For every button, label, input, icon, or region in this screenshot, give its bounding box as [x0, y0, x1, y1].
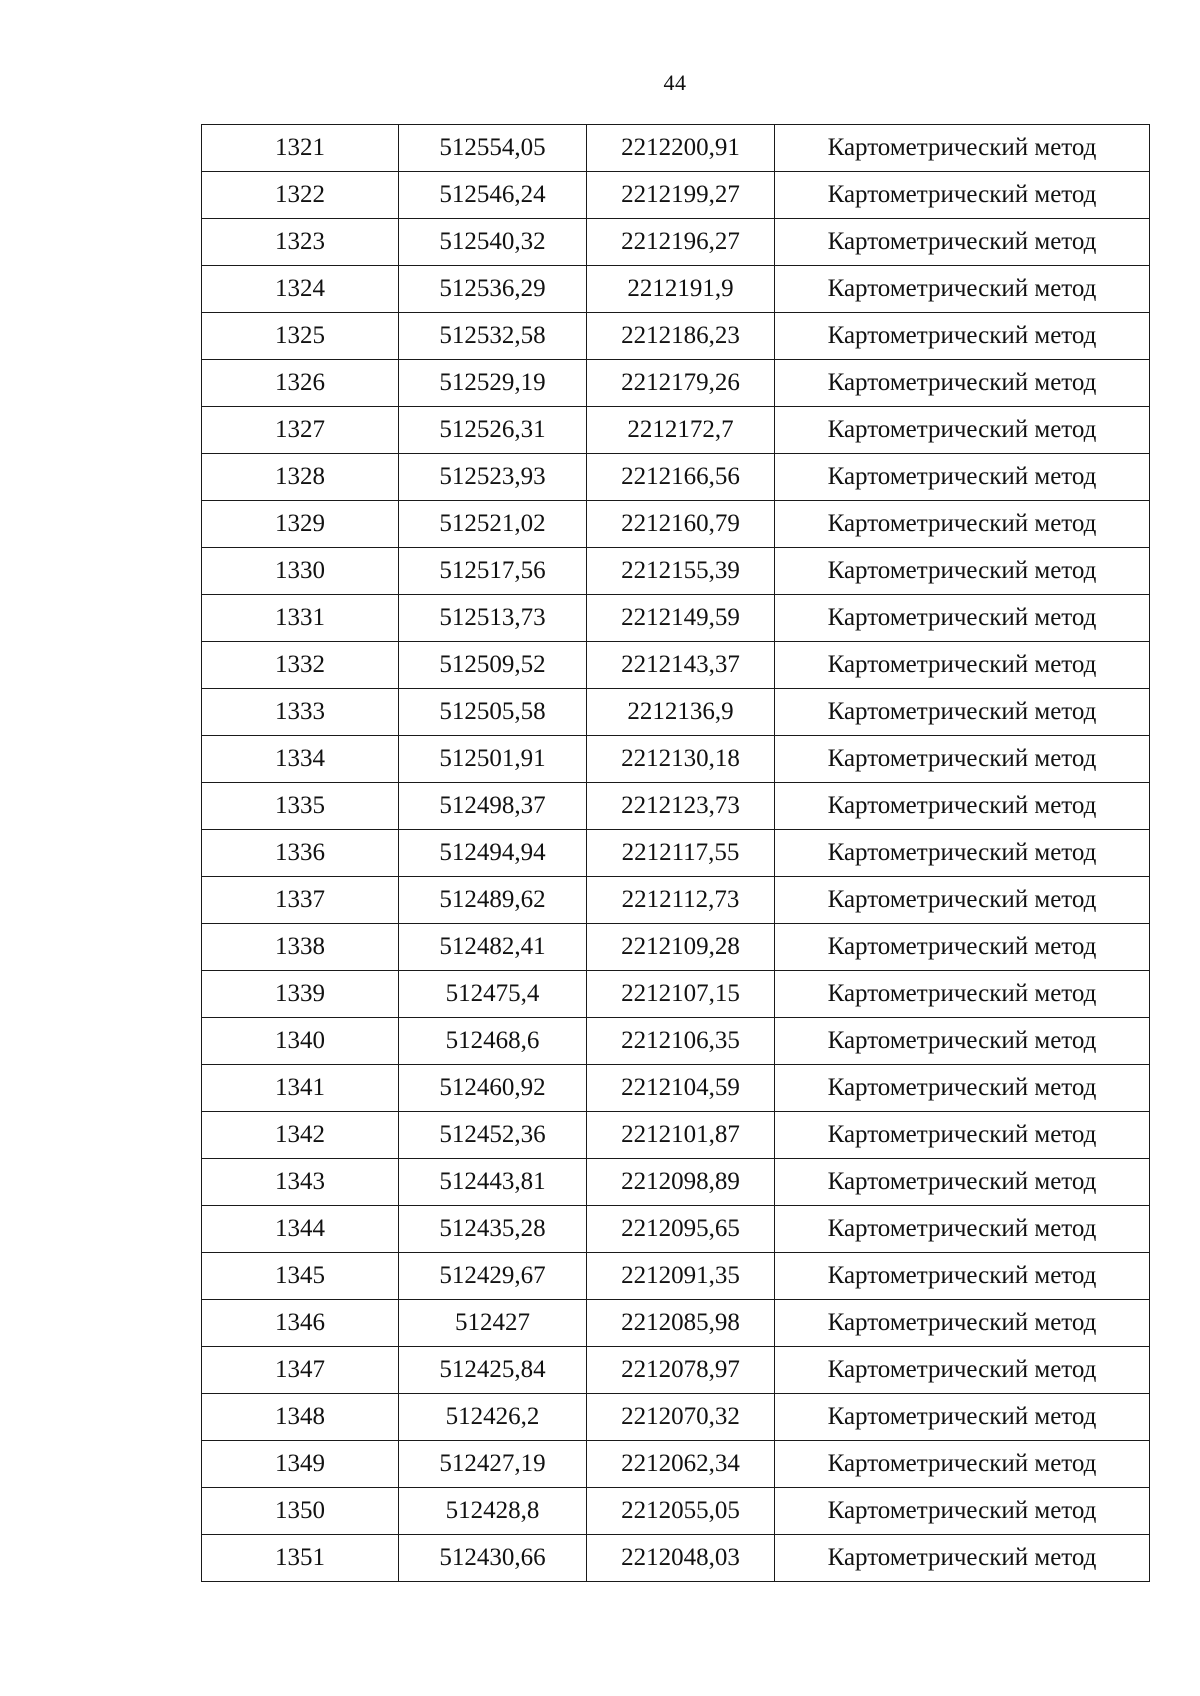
point-number-cell: 1348 [202, 1394, 399, 1441]
table-row [202, 1394, 1150, 1441]
table-row [202, 1065, 1150, 1112]
method-cell: Картометрический метод [775, 407, 1150, 454]
table-row [202, 595, 1150, 642]
table-row [202, 830, 1150, 877]
x-coordinate-cell: 512521,02 [399, 501, 587, 548]
y-coordinate-cell: 2212109,28 [587, 924, 775, 971]
point-number-cell: 1322 [202, 172, 399, 219]
y-coordinate-cell: 2212117,55 [587, 830, 775, 877]
point-number-cell: 1350 [202, 1488, 399, 1535]
point-number-cell: 1329 [202, 501, 399, 548]
table-row [202, 360, 1150, 407]
point-number-cell: 1343 [202, 1159, 399, 1206]
y-coordinate-cell: 2212149,59 [587, 595, 775, 642]
method-cell: Картометрический метод [775, 1394, 1150, 1441]
x-coordinate-cell: 512430,66 [399, 1535, 587, 1582]
table-row [202, 642, 1150, 689]
method-cell: Картометрический метод [775, 1488, 1150, 1535]
table-row [202, 454, 1150, 501]
x-coordinate-cell: 512425,84 [399, 1347, 587, 1394]
table-row [202, 266, 1150, 313]
table-row [202, 407, 1150, 454]
point-number-cell: 1323 [202, 219, 399, 266]
y-coordinate-cell: 2212112,73 [587, 877, 775, 924]
x-coordinate-cell: 512494,94 [399, 830, 587, 877]
table-row [202, 1488, 1150, 1535]
x-coordinate-cell: 512435,28 [399, 1206, 587, 1253]
point-number-cell: 1333 [202, 689, 399, 736]
method-cell: Картометрический метод [775, 783, 1150, 830]
method-cell: Картометрический метод [775, 219, 1150, 266]
method-cell: Картометрический метод [775, 548, 1150, 595]
x-coordinate-cell: 512468,6 [399, 1018, 587, 1065]
table-row [202, 219, 1150, 266]
table-row [202, 125, 1150, 172]
point-number-cell: 1346 [202, 1300, 399, 1347]
point-number-cell: 1341 [202, 1065, 399, 1112]
table-row [202, 548, 1150, 595]
method-cell: Картометрический метод [775, 501, 1150, 548]
x-coordinate-cell: 512498,37 [399, 783, 587, 830]
table-row [202, 1159, 1150, 1206]
method-cell: Картометрический метод [775, 1159, 1150, 1206]
y-coordinate-cell: 2212095,65 [587, 1206, 775, 1253]
table-row [202, 1347, 1150, 1394]
y-coordinate-cell: 2212070,32 [587, 1394, 775, 1441]
y-coordinate-cell: 2212078,97 [587, 1347, 775, 1394]
point-number-cell: 1347 [202, 1347, 399, 1394]
method-cell: Картометрический метод [775, 1253, 1150, 1300]
x-coordinate-cell: 512428,8 [399, 1488, 587, 1535]
point-number-cell: 1351 [202, 1535, 399, 1582]
table-row [202, 1535, 1150, 1582]
method-cell: Картометрический метод [775, 1206, 1150, 1253]
method-cell: Картометрический метод [775, 313, 1150, 360]
point-number-cell: 1340 [202, 1018, 399, 1065]
point-number-cell: 1334 [202, 736, 399, 783]
method-cell: Картометрический метод [775, 830, 1150, 877]
point-number-cell: 1324 [202, 266, 399, 313]
point-number-cell: 1336 [202, 830, 399, 877]
x-coordinate-cell: 512489,62 [399, 877, 587, 924]
point-number-cell: 1321 [202, 125, 399, 172]
table-row [202, 877, 1150, 924]
method-cell: Картометрический метод [775, 1065, 1150, 1112]
x-coordinate-cell: 512460,92 [399, 1065, 587, 1112]
point-number-cell: 1349 [202, 1441, 399, 1488]
x-coordinate-cell: 512529,19 [399, 360, 587, 407]
x-coordinate-cell: 512443,81 [399, 1159, 587, 1206]
method-cell: Картометрический метод [775, 924, 1150, 971]
point-number-cell: 1327 [202, 407, 399, 454]
y-coordinate-cell: 2212179,26 [587, 360, 775, 407]
y-coordinate-cell: 2212136,9 [587, 689, 775, 736]
x-coordinate-cell: 512540,32 [399, 219, 587, 266]
y-coordinate-cell: 2212155,39 [587, 548, 775, 595]
x-coordinate-cell: 512475,4 [399, 971, 587, 1018]
method-cell: Картометрический метод [775, 172, 1150, 219]
y-coordinate-cell: 2212186,23 [587, 313, 775, 360]
x-coordinate-cell: 512452,36 [399, 1112, 587, 1159]
table-row [202, 1300, 1150, 1347]
method-cell: Картометрический метод [775, 971, 1150, 1018]
point-number-cell: 1342 [202, 1112, 399, 1159]
y-coordinate-cell: 2212098,89 [587, 1159, 775, 1206]
method-cell: Картометрический метод [775, 1018, 1150, 1065]
point-number-cell: 1325 [202, 313, 399, 360]
method-cell: Картометрический метод [775, 595, 1150, 642]
y-coordinate-cell: 2212143,37 [587, 642, 775, 689]
method-cell: Картометрический метод [775, 1300, 1150, 1347]
method-cell: Картометрический метод [775, 736, 1150, 783]
table-row [202, 971, 1150, 1018]
x-coordinate-cell: 512501,91 [399, 736, 587, 783]
x-coordinate-cell: 512426,2 [399, 1394, 587, 1441]
method-cell: Картометрический метод [775, 454, 1150, 501]
table-row [202, 1206, 1150, 1253]
table-row [202, 736, 1150, 783]
method-cell: Картометрический метод [775, 1347, 1150, 1394]
page-number: 44 [663, 70, 687, 95]
y-coordinate-cell: 2212048,03 [587, 1535, 775, 1582]
table-row [202, 172, 1150, 219]
x-coordinate-cell: 512505,58 [399, 689, 587, 736]
x-coordinate-cell: 512513,73 [399, 595, 587, 642]
point-number-cell: 1330 [202, 548, 399, 595]
y-coordinate-cell: 2212085,98 [587, 1300, 775, 1347]
x-coordinate-cell: 512526,31 [399, 407, 587, 454]
method-cell: Картометрический метод [775, 360, 1150, 407]
method-cell: Картометрический метод [775, 689, 1150, 736]
x-coordinate-cell: 512546,24 [399, 172, 587, 219]
x-coordinate-cell: 512554,05 [399, 125, 587, 172]
table-row [202, 313, 1150, 360]
point-number-cell: 1331 [202, 595, 399, 642]
y-coordinate-cell: 2212106,35 [587, 1018, 775, 1065]
y-coordinate-cell: 2212196,27 [587, 219, 775, 266]
x-coordinate-cell: 512427,19 [399, 1441, 587, 1488]
coordinates-table-body [202, 125, 1150, 1582]
x-coordinate-cell: 512532,58 [399, 313, 587, 360]
method-cell: Картометрический метод [775, 642, 1150, 689]
y-coordinate-cell: 2212172,7 [587, 407, 775, 454]
point-number-cell: 1337 [202, 877, 399, 924]
y-coordinate-cell: 2212200,91 [587, 125, 775, 172]
x-coordinate-cell: 512509,52 [399, 642, 587, 689]
y-coordinate-cell: 2212091,35 [587, 1253, 775, 1300]
x-coordinate-cell: 512427 [399, 1300, 587, 1347]
table-row [202, 1253, 1150, 1300]
y-coordinate-cell: 2212160,79 [587, 501, 775, 548]
x-coordinate-cell: 512429,67 [399, 1253, 587, 1300]
y-coordinate-cell: 2212107,15 [587, 971, 775, 1018]
coordinates-table [201, 124, 1150, 1582]
method-cell: Картометрический метод [775, 1441, 1150, 1488]
x-coordinate-cell: 512523,93 [399, 454, 587, 501]
point-number-cell: 1338 [202, 924, 399, 971]
y-coordinate-cell: 2212101,87 [587, 1112, 775, 1159]
method-cell: Картометрический метод [775, 1112, 1150, 1159]
point-number-cell: 1332 [202, 642, 399, 689]
point-number-cell: 1326 [202, 360, 399, 407]
method-cell: Картометрический метод [775, 125, 1150, 172]
point-number-cell: 1335 [202, 783, 399, 830]
table-row [202, 1112, 1150, 1159]
y-coordinate-cell: 2212104,59 [587, 1065, 775, 1112]
method-cell: Картометрический метод [775, 1535, 1150, 1582]
point-number-cell: 1345 [202, 1253, 399, 1300]
method-cell: Картометрический метод [775, 877, 1150, 924]
point-number-cell: 1328 [202, 454, 399, 501]
y-coordinate-cell: 2212055,05 [587, 1488, 775, 1535]
y-coordinate-cell: 2212191,9 [587, 266, 775, 313]
x-coordinate-cell: 512517,56 [399, 548, 587, 595]
y-coordinate-cell: 2212199,27 [587, 172, 775, 219]
table-row [202, 1018, 1150, 1065]
y-coordinate-cell: 2212166,56 [587, 454, 775, 501]
x-coordinate-cell: 512536,29 [399, 266, 587, 313]
point-number-cell: 1344 [202, 1206, 399, 1253]
method-cell: Картометрический метод [775, 266, 1150, 313]
table-row [202, 501, 1150, 548]
table-row [202, 783, 1150, 830]
table-row [202, 924, 1150, 971]
table-row [202, 1441, 1150, 1488]
y-coordinate-cell: 2212062,34 [587, 1441, 775, 1488]
y-coordinate-cell: 2212123,73 [587, 783, 775, 830]
table-row [202, 689, 1150, 736]
point-number-cell: 1339 [202, 971, 399, 1018]
y-coordinate-cell: 2212130,18 [587, 736, 775, 783]
x-coordinate-cell: 512482,41 [399, 924, 587, 971]
